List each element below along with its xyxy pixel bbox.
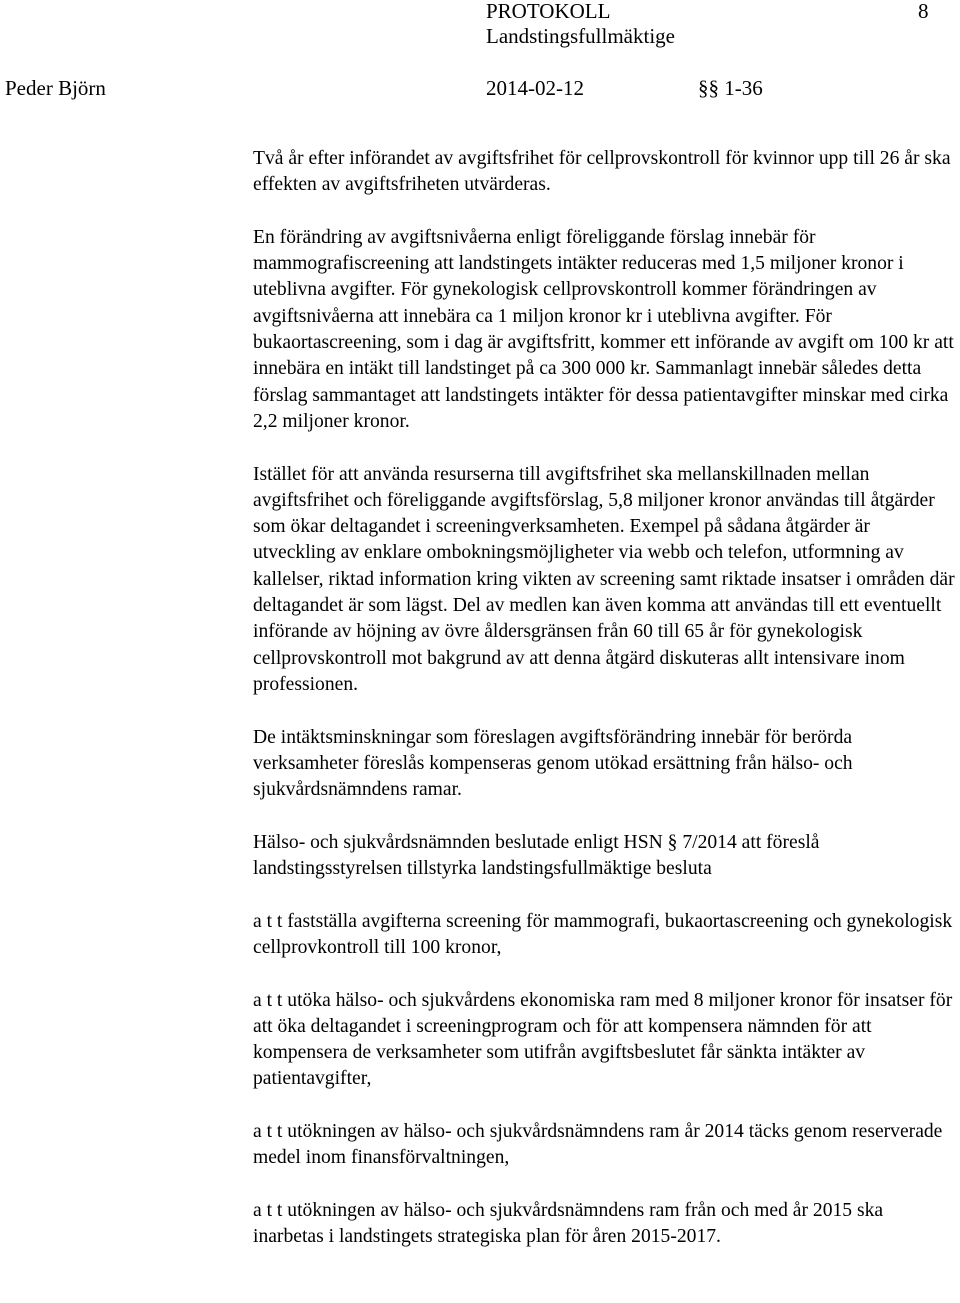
organization: Landstingsfullmäktige: [486, 24, 675, 48]
section-reference: §§ 1-36: [698, 76, 763, 100]
paragraph-compensation: De intäktsminskningar som föreslagen avgiftsförändring innebär för berörda verksamheter föreslås kompenseras genom utökad ersättning från hälso- och sjukvårdsnämndens ramar.: [253, 726, 853, 801]
paragraph-committee-decision: Hälso- och sjukvårdsnämnden beslutade enligt HSN § 7/2014 att föreslå landstingsstyrelsen tillstyrka landstingsfullmäktige besluta: [253, 831, 820, 880]
author: Peder Björn: [5, 76, 106, 100]
paragraph-resource-use: Istället för att använda resurserna till avgiftsfrihet ska mellanskillnaden mellan avgiftsfrihet och föreliggande avgiftsförslag, 5,8 miljoner kronor användas till åtgärder som ökar deltagandet i screeningverksamheten. Exempel på sådana åtgärder är utveckling av enklare ombokningsmöjligheter via webb och telefon, utformning av kallelser, riktad information kring vikten av screening samt riktade insatser i områden där deltagandet är som lägst. Del av medlen kan även komma att användas till ett eventuellt införande av höjning av övre åldersgränsen från 60 till 65 år för gynekologisk cellprovskontroll mot bakgrund av att denna åtgärd diskuteras allt intensivare inom professionen.: [253, 463, 955, 695]
paragraph-revenue-impact: En förändring av avgiftsnivåerna enligt föreliggande förslag innebär för mammografiscreening att landstingets intäkter reduceras med 1,5 miljoner kronor i uteblivna avgifter. För gynekologisk cellprovskontroll kommer förändringen av avgiftsnivåerna att innebära ca 1 miljon kronor kr i uteblivna avgifter. För bukaortascreening, som i dag är avgiftsfritt, kommer ett införande av avgift om 100 kr att innebära en intäkt till landstinget på ca 300 000 kr. Sammanlagt innebär således detta förslag sammantaget att landstingets intäkter för dessa patientavgifter minskar med cirka 2,2 miljoner kronor.: [253, 226, 954, 432]
decision-item-2014-funding: a t t utökningen av hälso- och sjukvårdsnämndens ram år 2014 täcks genom reserverade medel inom finansförvaltningen,: [253, 1120, 943, 1169]
decision-item-budget: a t t utöka hälso- och sjukvårdens ekonomiska ram med 8 miljoner kronor för insatser för att öka deltagandet i screeningprogram och för att kompensera nämnden för att kompensera de verksamheter som utifrån avgiftsbeslutet får sänkta intäkter av patientavgifter,: [253, 989, 953, 1090]
decision-item-2015-plan: a t t utökningen av hälso- och sjukvårdsnämndens ram från och med år 2015 ska inarbetas i landstingets strategiska plan för åren 2015-2017.: [253, 1199, 884, 1248]
meeting-date: 2014-02-12: [486, 76, 584, 100]
page-number: 8: [918, 0, 929, 23]
document-body: [253, 146, 957, 1277]
doc-type: PROTOKOLL: [486, 0, 611, 23]
decision-item-fees: a t t fastställa avgifterna screening för mammografi, bukaortascreening och gynekologisk cellprovkontroll till 100 kronor,: [253, 910, 953, 958]
paragraph-evaluation: Två år efter införandet av avgiftsfrihet för cellprovskontroll för kvinnor upp till 26 år ska effekten av avgiftsfriheten utvärderas.: [253, 148, 951, 196]
